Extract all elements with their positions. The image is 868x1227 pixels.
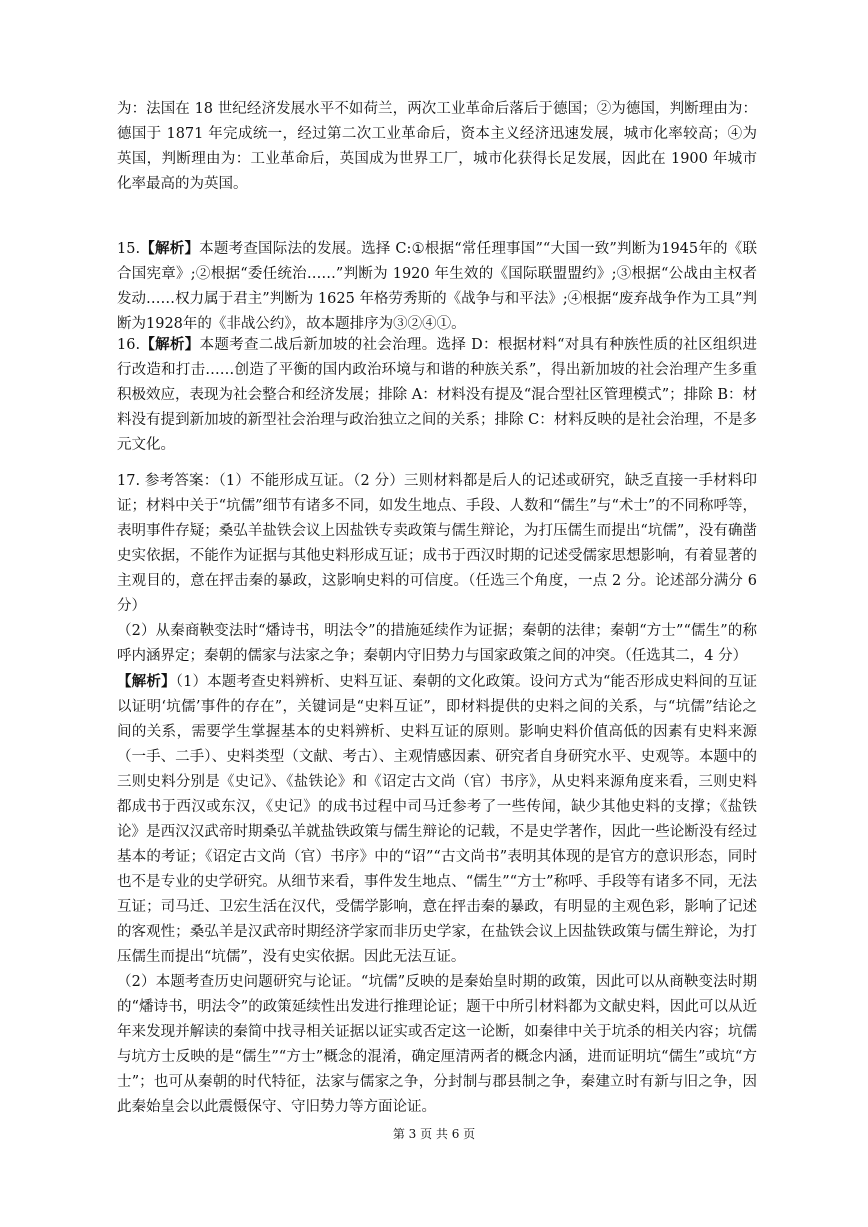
intro-paragraph: [117, 97, 757, 197]
q17-analysis1-text: （1）本题考查史料辨析、史料互证、秦朝的文化政策。设问方式为“能否形成史料间的互证以证明‘坑儒’事件的存在”，关键词是“史料互证”，即材料提供的史料之间的关系，与“坑儒”结论之间的关系，需要学生掌握基本的史料辨析、史料互证的原则。影响史料价值高低的因素有史料来源（一手、二手）、史料类型（文献、考古）、主观情感因素、研究者自身研究水平、史观等。本题中的三则史料分别是《史记》、《盐铁论》和《诏定古文尚（官）书序》，从史料来源角度来看，三则史料都成书于西汉或东汉，《史记》的成书过程中司马迁参考了一些传闻，缺少其他史料的支撑；《盐铁论》是西汉汉武帝时期桑弘羊就盐铁政策与儒生辩论的记载，不是史学著作，因此一些论断没有经过基本的考证；《诏定古文尚（官）书序》中的“诏”“古文尚书”表明其体现的是官方的意识形态，同时也不是专业的史学研究。从细节来看，事件发生地点、“儒生”“方士”称呼、手段等有诸多不同，无法互证；司马迁、卫宏生活在汉代，受儒学影响，意在抨击秦的暴政，有明显的主观色彩，影响了记述的客观性；桑弘羊是汉武帝时期经济学家而非历史学家，在盐铁会议上因盐铁政策与儒生辩论，为打压儒生而提出“坑儒”，没有史实依据。因此无法互证。: [117, 674, 758, 965]
question-15: [117, 236, 757, 337]
q17-analysis-part2: （2）本题考查历史问题研究与论证。“坑儒”反映的是秦始皇时期的政策，因此可以从商鞅变法时期的“燔诗书，明法令”的政策延续性出发进行推理论证；题干中所引材料都为文献史料，因此可以从近年来发现并解读的秦简中找寻相关证据以证实或否定这一论断，如秦律中关于坑杀的相关内容；坑儒与坑方士反映的是“儒生”“方士”概念的混淆，确定厘清两者的概念内涵，进而证明坑“儒生”或坑“方士”；也可从秦朝的时代特征，法家与儒家之争，分封制与郡县制之争，秦建立时有新与旧之争，因此秦始皇会以此震慑保守、守旧势力等方面论证。: [117, 974, 757, 1115]
q15-analysis-tag: 【解析】: [140, 240, 200, 257]
q15-number: 15.: [117, 241, 141, 257]
intro-text: 为：法国在 18 世纪经济发展水平不如荷兰，两次工业革命后落后于德国；②为德国，判断理由为：德国于 1871 年完成统一，经过第二次工业革命后，资本主义经济迅速发展，城市化率较高；④为英国，判断理由为：工业革命后，英国成为世界工厂，城市化获得长足发展，因此在 1900 年城市化率最高的为英国。: [117, 101, 757, 192]
q15-text: 本题考查国际法的发展。选择 C:①根据“常任理事国”“大国一致”判断为1945年的《联合国宪章》;②根据“委任统治……”判断为 1920 年生效的《国际联盟盟约》;③根据“公战由主权者发动……权力属于君主”判断为 1625 年格劳秀斯的《战争与和平法》;④根据“废弃战争作为工具”判断为1928年的《非战公约》，故本题排序为③②④①。: [117, 241, 757, 332]
q15-paragraph: [117, 236, 757, 337]
question-16: [117, 332, 757, 458]
question-17: [117, 469, 757, 1120]
q16-paragraph: [117, 332, 757, 458]
q17-analysis-tag: 【解析】: [117, 673, 176, 690]
q17-analysis-part1: [117, 669, 757, 970]
q16-text: 本题考查二战后新加坡的社会治理。选择 D：根据材料“对具有种族性质的社区组织进行改造和打击……创造了平衡的国内政治环境与和谐的种族关系”，得出新加坡的社会治理产生多重积极效应，表现为社会整合和经济发展；排除 A：材料没有提及“混合型社区管理模式”；排除 B：材料没有提到新加坡的新型社会治理与政治独立之间的关系；排除 C：材料反映的是社会治理，不是多元文化。: [117, 337, 757, 453]
page-footer: 第 3 页 共 6 页: [392, 1127, 476, 1141]
q17-answer-part1: 17. 参考答案：（1）不能形成互证。（2 分）三则材料都是后人的记述或研究，缺乏直接一手材料印证；材料中关于“坑儒”细节有诸多不同，如发生地点、手段、人数和“儒生”与“术士”的不同称呼等，表明事件存疑；桑弘羊盐铁会议上因盐铁专卖政策与儒生辩论，为打压儒生而提出“坑儒”，没有确凿史实依据，不能作为证据与其他史料形成互证；成书于西汉时期的记述受儒家思想影响，有着显著的主观目的，意在抨击秦的暴政，这影响史料的可信度。（任选三个角度，一点 2 分。论述部分满分 6 分）: [117, 473, 757, 614]
q16-analysis-tag: 【解析】: [140, 336, 200, 353]
q17-answer-part2: （2）从秦商鞅变法时“燔诗书，明法令”的措施延续作为证据；秦朝的法律；秦朝“方士”“儒生”的称呼内涵界定；秦朝的儒家与法家之争；秦朝内守旧势力与国家政策之间的冲突。（任选其二，4 分）: [117, 623, 757, 664]
q16-number: 16.: [117, 337, 141, 353]
